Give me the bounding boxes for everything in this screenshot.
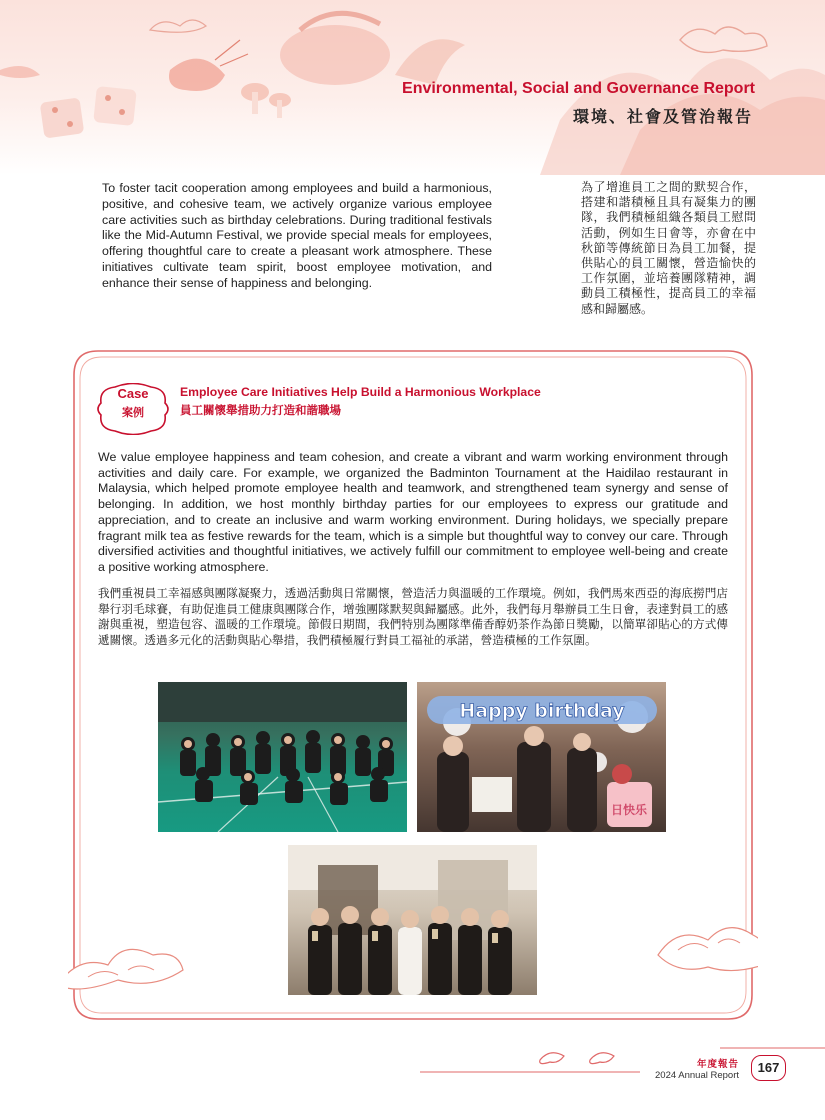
case-title-zh: 員工關懷舉措助力打造和諧職場 (180, 403, 341, 417)
case-title-en: Employee Care Initiatives Help Build a Harmonious Workplace (180, 385, 541, 399)
footer-report-label-zh: 年度報告 (696, 1059, 739, 1070)
milk-tea-team-photo (288, 845, 537, 995)
birthday-sign-text: 日快乐 (610, 803, 648, 817)
intro-paragraph-zh: 為了增進員工之間的默契合作，搭建和諧積極且具有凝集力的團隊，我們積極組織各類員工慰問活動，例如生日會等，亦會在中秋節等傳統節日為員工加餐，提供貼心的員工關懷，營造愉快的工作氛圍，並培養團隊精神，調動員工積極性，提高員工的幸福感和歸屬感。 (581, 180, 756, 316)
case-badge-label-en: Case (117, 386, 149, 401)
case-body-zh: 我們重視員工幸福感與團隊凝聚力，透過活動與日常關懷，營造活力與溫暖的工作環境。例如，我們馬來西亞的海底撈門店舉行羽毛球賽，有助促進員工健康與團隊合作，增強團隊默契與歸屬感。此外，我們每月舉辦員工生日會，表達對員工的感謝與重視，塑造包容、溫暖的工作環境。節假日期間，我們特別為團隊準備香醇奶茶作為節日獎勵，以簡單卻貼心的方式傳遞關懷。透過多元化的活動與貼心舉措，我們積極履行對員工福祉的承諾，營造積極的工作氛圍。 (98, 586, 728, 647)
intro-paragraph-en: To foster tacit cooperation among employees and build a harmonious, positive, and cohesive team, we actively organize various employee care activities such as birthday celebrations. During traditional festivals like the Mid-Autumn Festival, we provide special meals for employees, offering thoughtful care to create a pleasant work atmosphere. These initiatives cultivate team spirit, boost employee motivation, and enhance their sense of happiness and belonging. (102, 181, 492, 290)
case-body-en: We value employee happiness and team cohesion, and create a vibrant and warm working environment through activities and daily care. For example, we organized the Badminton Tournament at the Haidilao restaurant in Malaysia, which helped promote employee health and teamwork, and strengthened team synergy and sense of belonging. In addition, we host monthly birthday parties for our employees to express our gratitude and appreciation, and to create an inclusive and warm working environment. During holidays, we specially prepare fragrant milk tea as festive rewards for the team, which is a simple but thoughtful way to convey our care. Through diversified activities and thoughtful initiatives, we actively fulfill our commitment to employee well-being and create a positive working atmosphere. (98, 450, 728, 574)
birthday-party-photo (417, 682, 666, 832)
report-title-zh: 環境、社會及管治報告 (572, 107, 753, 126)
report-title-en: Environmental, Social and Governance Report (402, 80, 755, 97)
footer-report-label-en: 2024 Annual Report (655, 1070, 739, 1081)
badminton-team-photo (158, 682, 407, 832)
case-badge-label-zh: 案例 (122, 406, 144, 419)
birthday-banner-text: Happy birthday (459, 700, 625, 722)
page-number: 167 (751, 1055, 786, 1081)
